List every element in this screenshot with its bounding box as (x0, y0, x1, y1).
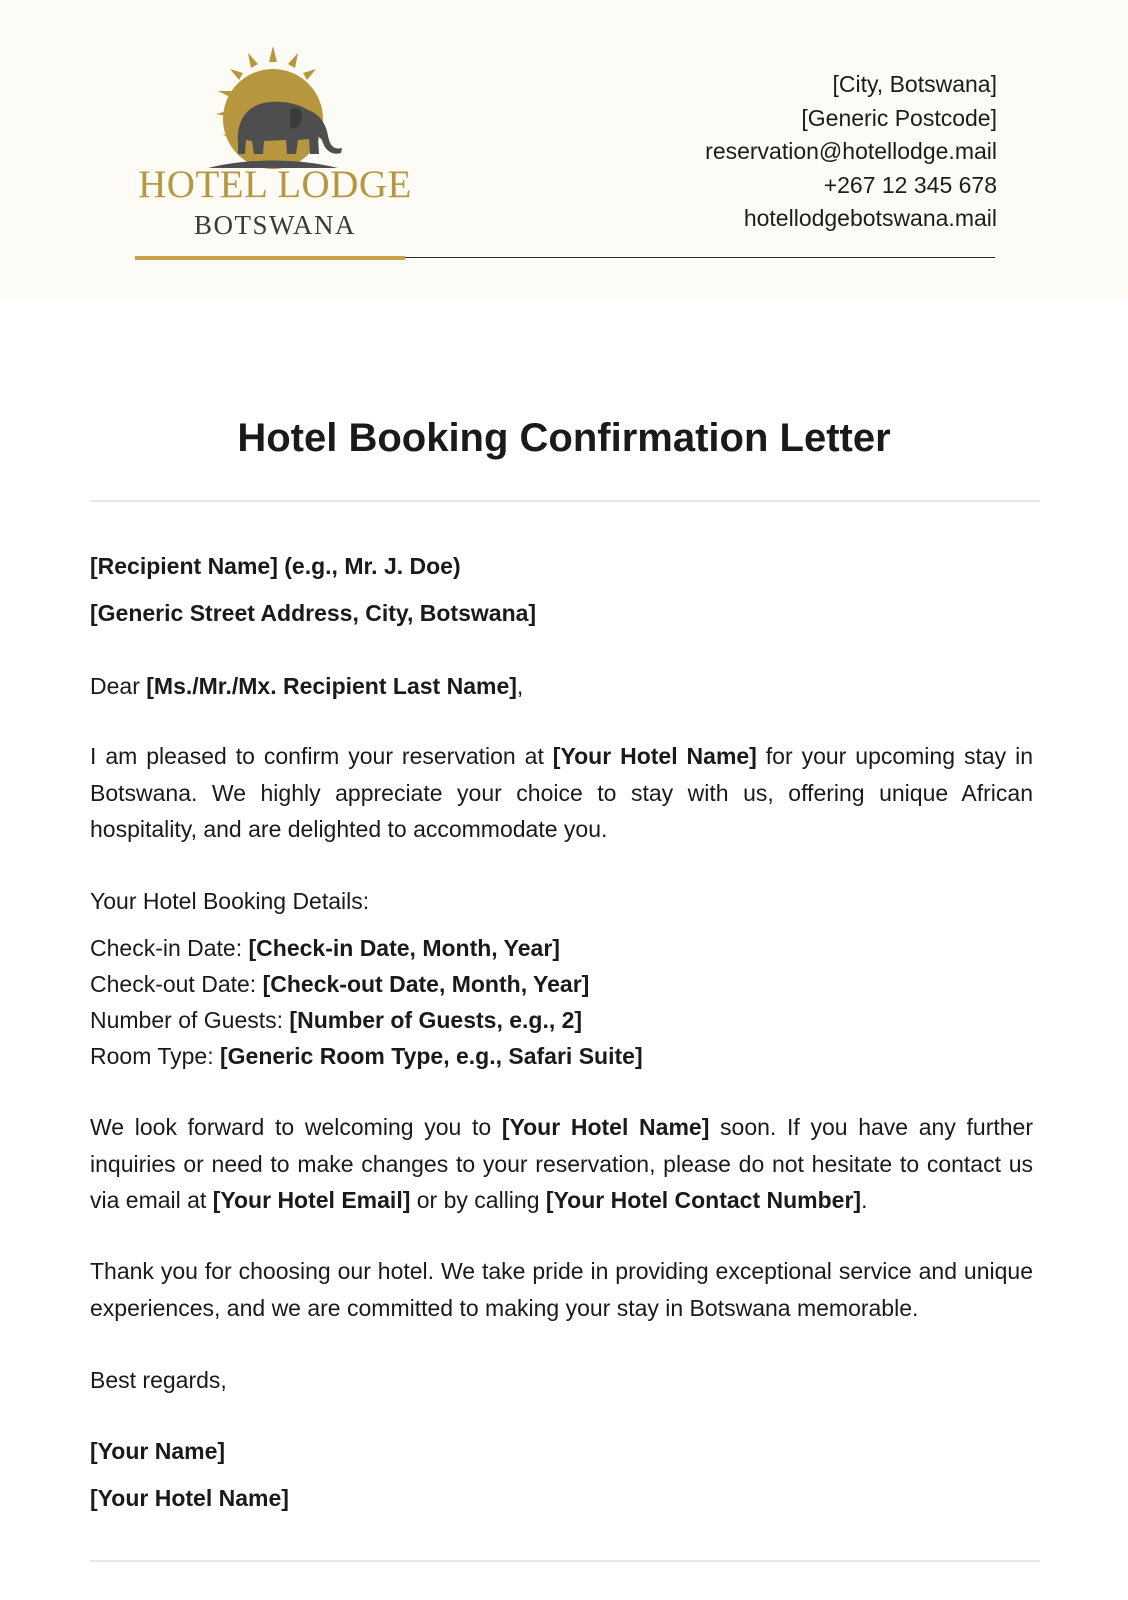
hotel-logo (130, 44, 420, 244)
page-title: Hotel Booking Confirmation Letter (237, 416, 891, 460)
contact-postcode: [Generic Postcode] (801, 104, 997, 131)
title-divider (90, 500, 1040, 502)
contact-website: hotellodgebotswana.mail (743, 205, 997, 231)
contact-city: [City, Botswana] (832, 71, 997, 97)
detail-checkin: Check-in Date: [Check-in Date, Month, Year] (90, 935, 560, 961)
recipient-address: [Generic Street Address, City, Botswana] (90, 600, 537, 626)
contact-phone: +267 12 345 678 (823, 171, 997, 198)
recipient-name: [Recipient Name] (e.g., Mr. J. Doe) (90, 553, 461, 579)
salutation: Dear [Ms./Mr./Mx. Recipient Last Name], (90, 673, 524, 699)
logo-subtitle: BOTSWANA (193, 210, 356, 240)
thanks-paragraph: Thank you for choosing our hotel. We take pride in providing exceptional service and unique experiences, and we are committed to making your stay in Botswana memorable. (90, 1258, 1033, 1321)
details-heading: Your Hotel Booking Details: (90, 888, 370, 914)
contact-email: reservation@hotellodge.mail (705, 138, 997, 164)
header-accent-divider (135, 256, 405, 260)
footer-divider (90, 1560, 1040, 1562)
detail-guests: Number of Guests: [Number of Guests, e.g., 2] (90, 1007, 583, 1033)
sun-elephant-icon (198, 44, 348, 169)
welcome-paragraph: We look forward to welcoming you to [Your Hotel Name] soon. If you have any further inquiries or need to make changes to your reservation, please do not hesitate to contact us via email at [Your Hotel Email] or by calling [Your Hotel Contact Number]. (90, 1114, 1033, 1213)
signature-name: [Your Name] (90, 1438, 226, 1464)
closing: Best regards, (90, 1367, 227, 1393)
detail-room-type: Room Type: [Generic Room Type, e.g., Safari Suite] (90, 1043, 643, 1069)
signature-hotel: [Your Hotel Name] (90, 1485, 289, 1511)
contact-block (705, 68, 997, 236)
logo-title: HOTEL LODGE (138, 163, 412, 206)
detail-checkout: Check-out Date: [Check-out Date, Month, Year] (90, 971, 590, 997)
intro-paragraph: I am pleased to confirm your reservation at [Your Hotel Name] for your upcoming stay in Botswana. We highly appreciate your choice to stay with us, offering unique African hospitality, and are delighted to accommodate you. (90, 743, 1033, 842)
